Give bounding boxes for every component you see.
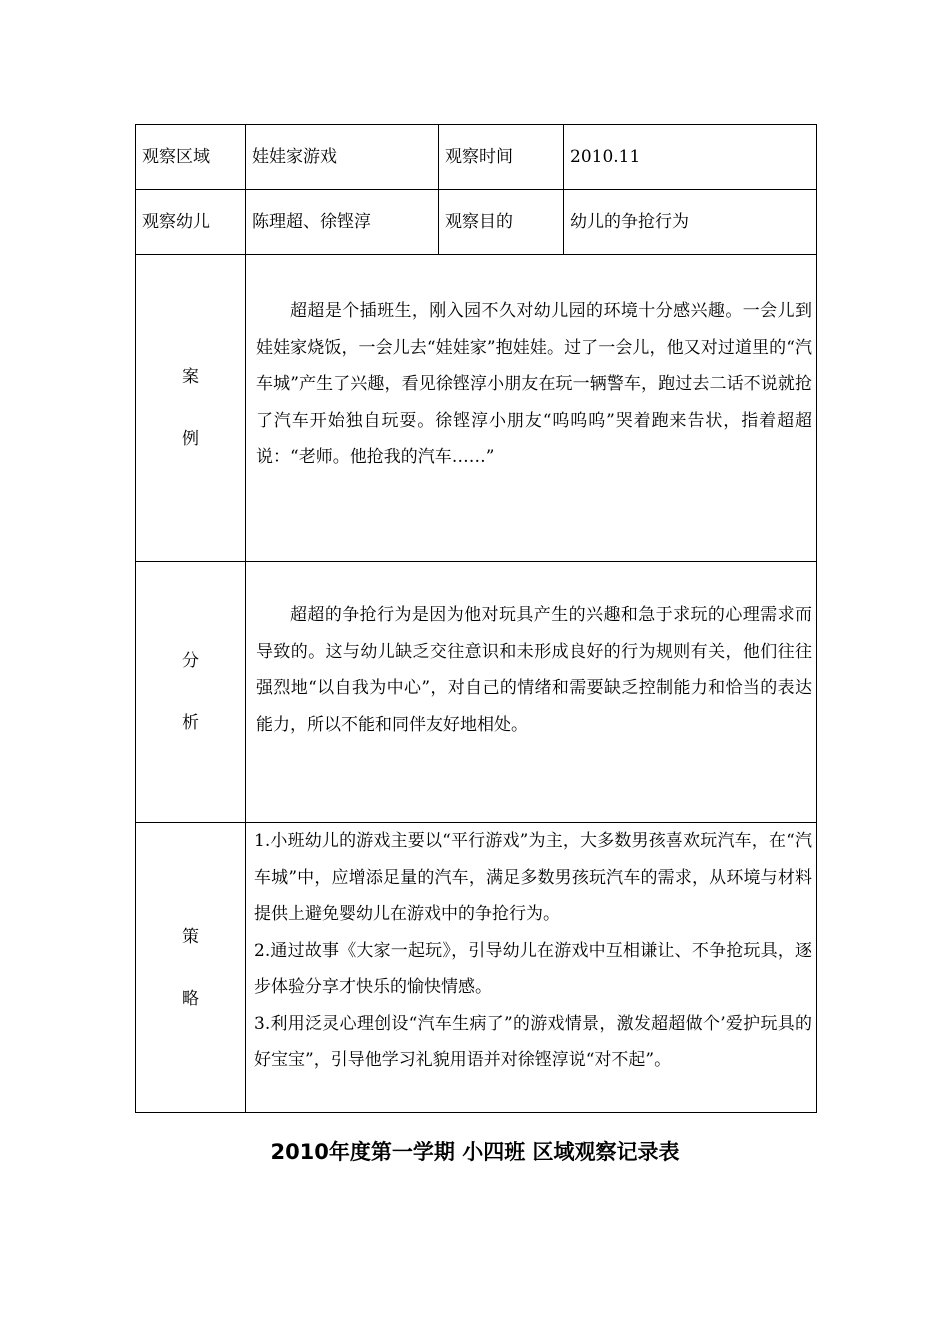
analysis-row [136,562,817,823]
strategy-row [136,823,817,1113]
analysis-label-char-1: 分 [182,651,199,671]
case-label [136,255,246,562]
label-observation-time: 观察时间 [439,125,564,190]
case-content [246,255,817,562]
strategy-label-char-2: 略 [182,988,199,1009]
strategy-label-char-1: 策 [182,926,199,947]
case-row [136,255,817,562]
case-label-char-2: 例 [182,429,199,449]
info-row-children [136,190,817,255]
strategy-item-1: 1.小班幼儿的游戏主要以“平行游戏”为主，大多数男孩喜欢玩汽车，在“汽车城”中，应增添足量的汽车，满足多数男孩玩汽车的需求，从环境与材料提供上避免婴幼儿在游戏中的争抢行为。 [254,831,812,924]
observation-record-table [135,124,817,1113]
value-observation-area: 娃娃家游戏 [246,125,439,190]
strategy-label [136,823,246,1113]
label-observation-purpose: 观察目的 [439,190,564,255]
value-observation-time: 2010.11 [564,125,817,190]
label-observation-area: 观察区域 [136,125,246,190]
strategy-content [246,823,817,1113]
case-label-char-1: 案 [182,367,199,387]
analysis-label-char-2: 析 [182,713,199,733]
case-text: 超超是个插班生，刚入园不久对幼儿园的环境十分感兴趣。一会儿到娃娃家烧饭，一会儿去“娃娃家”抱娃娃。过了一会儿，他又对过道里的“汽车城”产生了兴趣，看见徐铿淳小朋友在玩一辆警车，跑过去二话不说就抢了汽车开始独自玩耍。徐铿淳小朋友“呜呜呜”哭着跑来告状，指着超超说：“老师。他抢我的汽车……” [256,301,812,467]
analysis-label [136,562,246,823]
label-observed-children: 观察幼儿 [136,190,246,255]
strategy-item-2: 2.通过故事《大家一起玩》，引导幼儿在游戏中互相谦让、不争抢玩具，逐步体验分享才快乐的愉快情感。 [254,940,812,997]
analysis-content [246,562,817,823]
info-row-area [136,125,817,190]
strategy-item-3: 3.利用泛灵心理创设“汽车生病了”的游戏情景，激发超超做个’爱护玩具的好宝宝”，引导他学习礼貌用语并对徐铿淳说“对不起”。 [254,1013,812,1070]
analysis-text: 超超的争抢行为是因为他对玩具产生的兴趣和急于求玩的心理需求而导致的。这与幼儿缺乏交往意识和未形成良好的行为规则有关，他们往往强烈地“以自我为中心”，对自己的情绪和需要缺乏控制能力和恰当的表达能力，所以不能和同伴友好地相处。 [256,605,812,735]
value-observed-children: 陈理超、徐铿淳 [246,190,439,255]
record-sheet-title: 2010年度第一学期 小四班 区域观察记录表 [270,1140,680,1164]
value-observation-purpose: 幼儿的争抢行为 [564,190,817,255]
